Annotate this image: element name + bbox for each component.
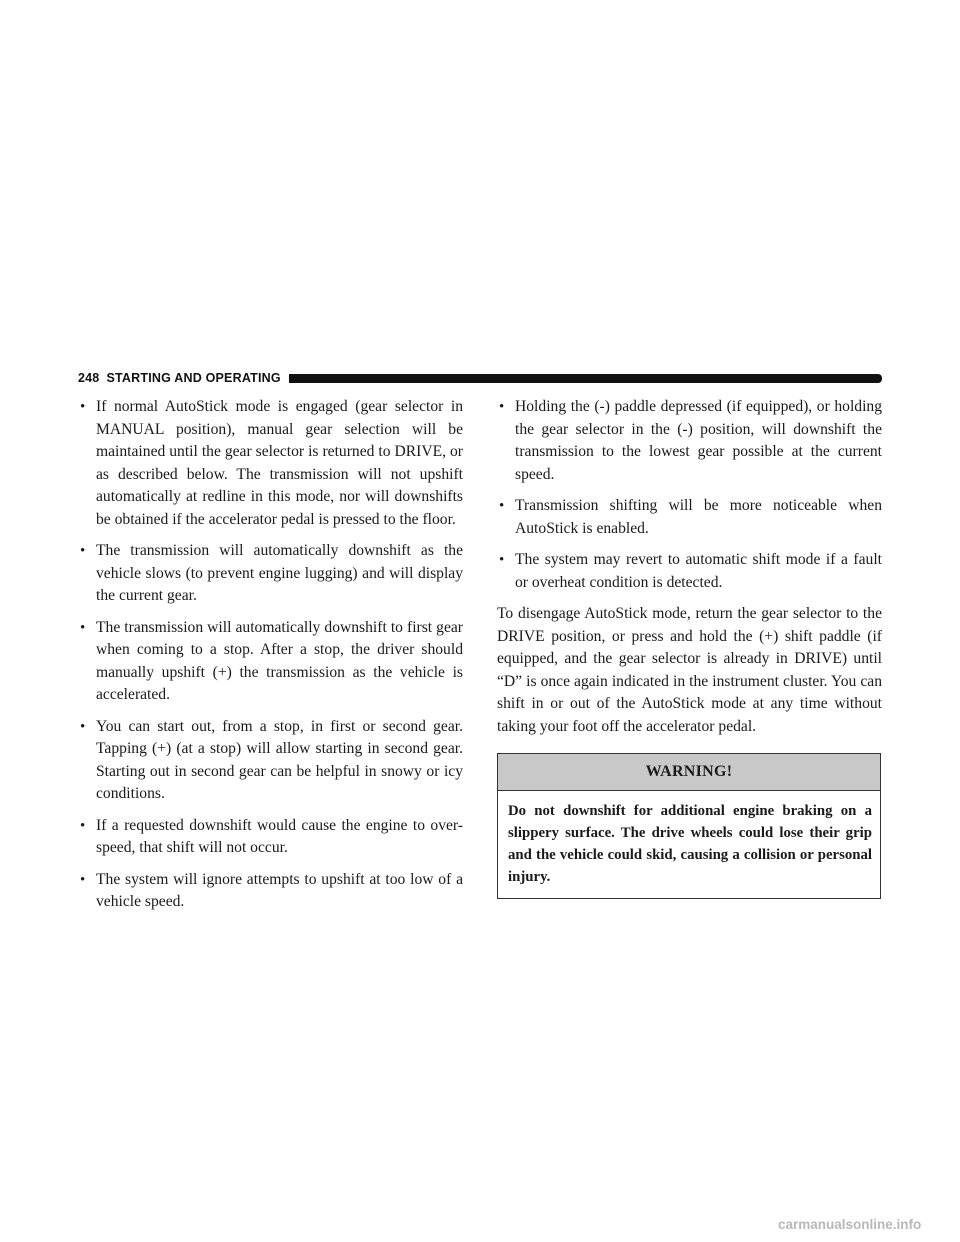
disengage-paragraph: To disengage AutoStick mode, return the gear selector to the DRIVE position, or press and hold the (+) shift paddle (if equipped, and the gear selector is already in DRIVE) until “D” is once again indicated in the instrument cluster. You can shift in or out of the AutoStick mode at any time without taking your foot off the accelerator pedal. <box>497 605 882 735</box>
bullet-text: The transmission will automatically downshift to first gear when coming to a stop. After a stop, the driver should manually upshift (+) the transmission as the vehicle is accelerated. <box>96 618 463 703</box>
bullet-icon: • <box>499 498 505 514</box>
list-item <box>78 540 463 608</box>
warning-body: Do not downshift for additional engine braking on a slippery surface. The drive wheels could lose their grip and the vehicle could skid, causing a collision or personal injury. <box>508 802 872 885</box>
bullet-text: The system may revert to automatic shift mode if a fault or overheat condition is detected. <box>515 551 882 591</box>
warning-title: WARNING! <box>498 754 880 791</box>
bullet-text: Holding the (-) paddle depressed (if equipped), or holding the gear selector in the (-) position, will downshift the transmission to the lowest gear possible at the current speed. <box>515 398 882 483</box>
list-item <box>78 869 463 914</box>
bullet-icon: • <box>499 552 505 568</box>
list-item <box>497 396 882 486</box>
list-item <box>78 396 463 531</box>
warning-box <box>497 753 881 899</box>
bullet-text: Transmission shifting will be more noticeable when AutoStick is enabled. <box>515 497 882 537</box>
bullet-icon: • <box>80 619 86 636</box>
list-item <box>497 549 882 594</box>
bullet-icon: • <box>80 543 86 559</box>
bullet-icon: • <box>80 871 86 888</box>
list-item <box>78 617 463 707</box>
page-number: 248 <box>78 371 100 385</box>
footer-watermark[interactable]: carmanualsonline.info <box>778 1217 922 1232</box>
bullet-icon: • <box>80 399 86 415</box>
left-bullet-list <box>78 396 463 914</box>
list-item <box>497 495 882 540</box>
bullet-text: You can start out, from a stop, in first or second gear. Tapping (+) (at a stop) will allow starting in second gear. Starting out in second gear can be helpful in snowy or icy conditions. <box>96 717 463 802</box>
list-item <box>78 815 463 860</box>
bullet-text: The system will ignore attempts to upshift at too low of a vehicle speed. <box>96 870 463 910</box>
bullet-icon: • <box>80 817 86 834</box>
header-rule <box>289 374 882 383</box>
bullet-icon: • <box>499 399 505 415</box>
bullet-text: If normal AutoStick mode is engaged (gear selector in MANUAL position), manual gear selection will be maintained until the gear selector is returned to DRIVE, or as described below. The transmission will not upshift automatically at redline in this mode, nor will downshifts be obtained if the accelerator pedal is pressed to the floor. <box>96 398 463 528</box>
list-item <box>78 716 463 806</box>
section-title: STARTING AND OPERATING <box>106 371 281 385</box>
left-column <box>78 396 463 923</box>
bullet-icon: • <box>80 718 86 735</box>
bullet-text: The transmission will automatically downshift as the vehicle slows (to prevent engine lugging) and will display the current gear. <box>96 542 463 604</box>
bullet-text: If a requested downshift would cause the engine to over-speed, that shift will not occur. <box>96 816 463 856</box>
right-column <box>497 396 882 899</box>
page-header <box>78 369 882 387</box>
right-bullet-list <box>497 396 882 594</box>
